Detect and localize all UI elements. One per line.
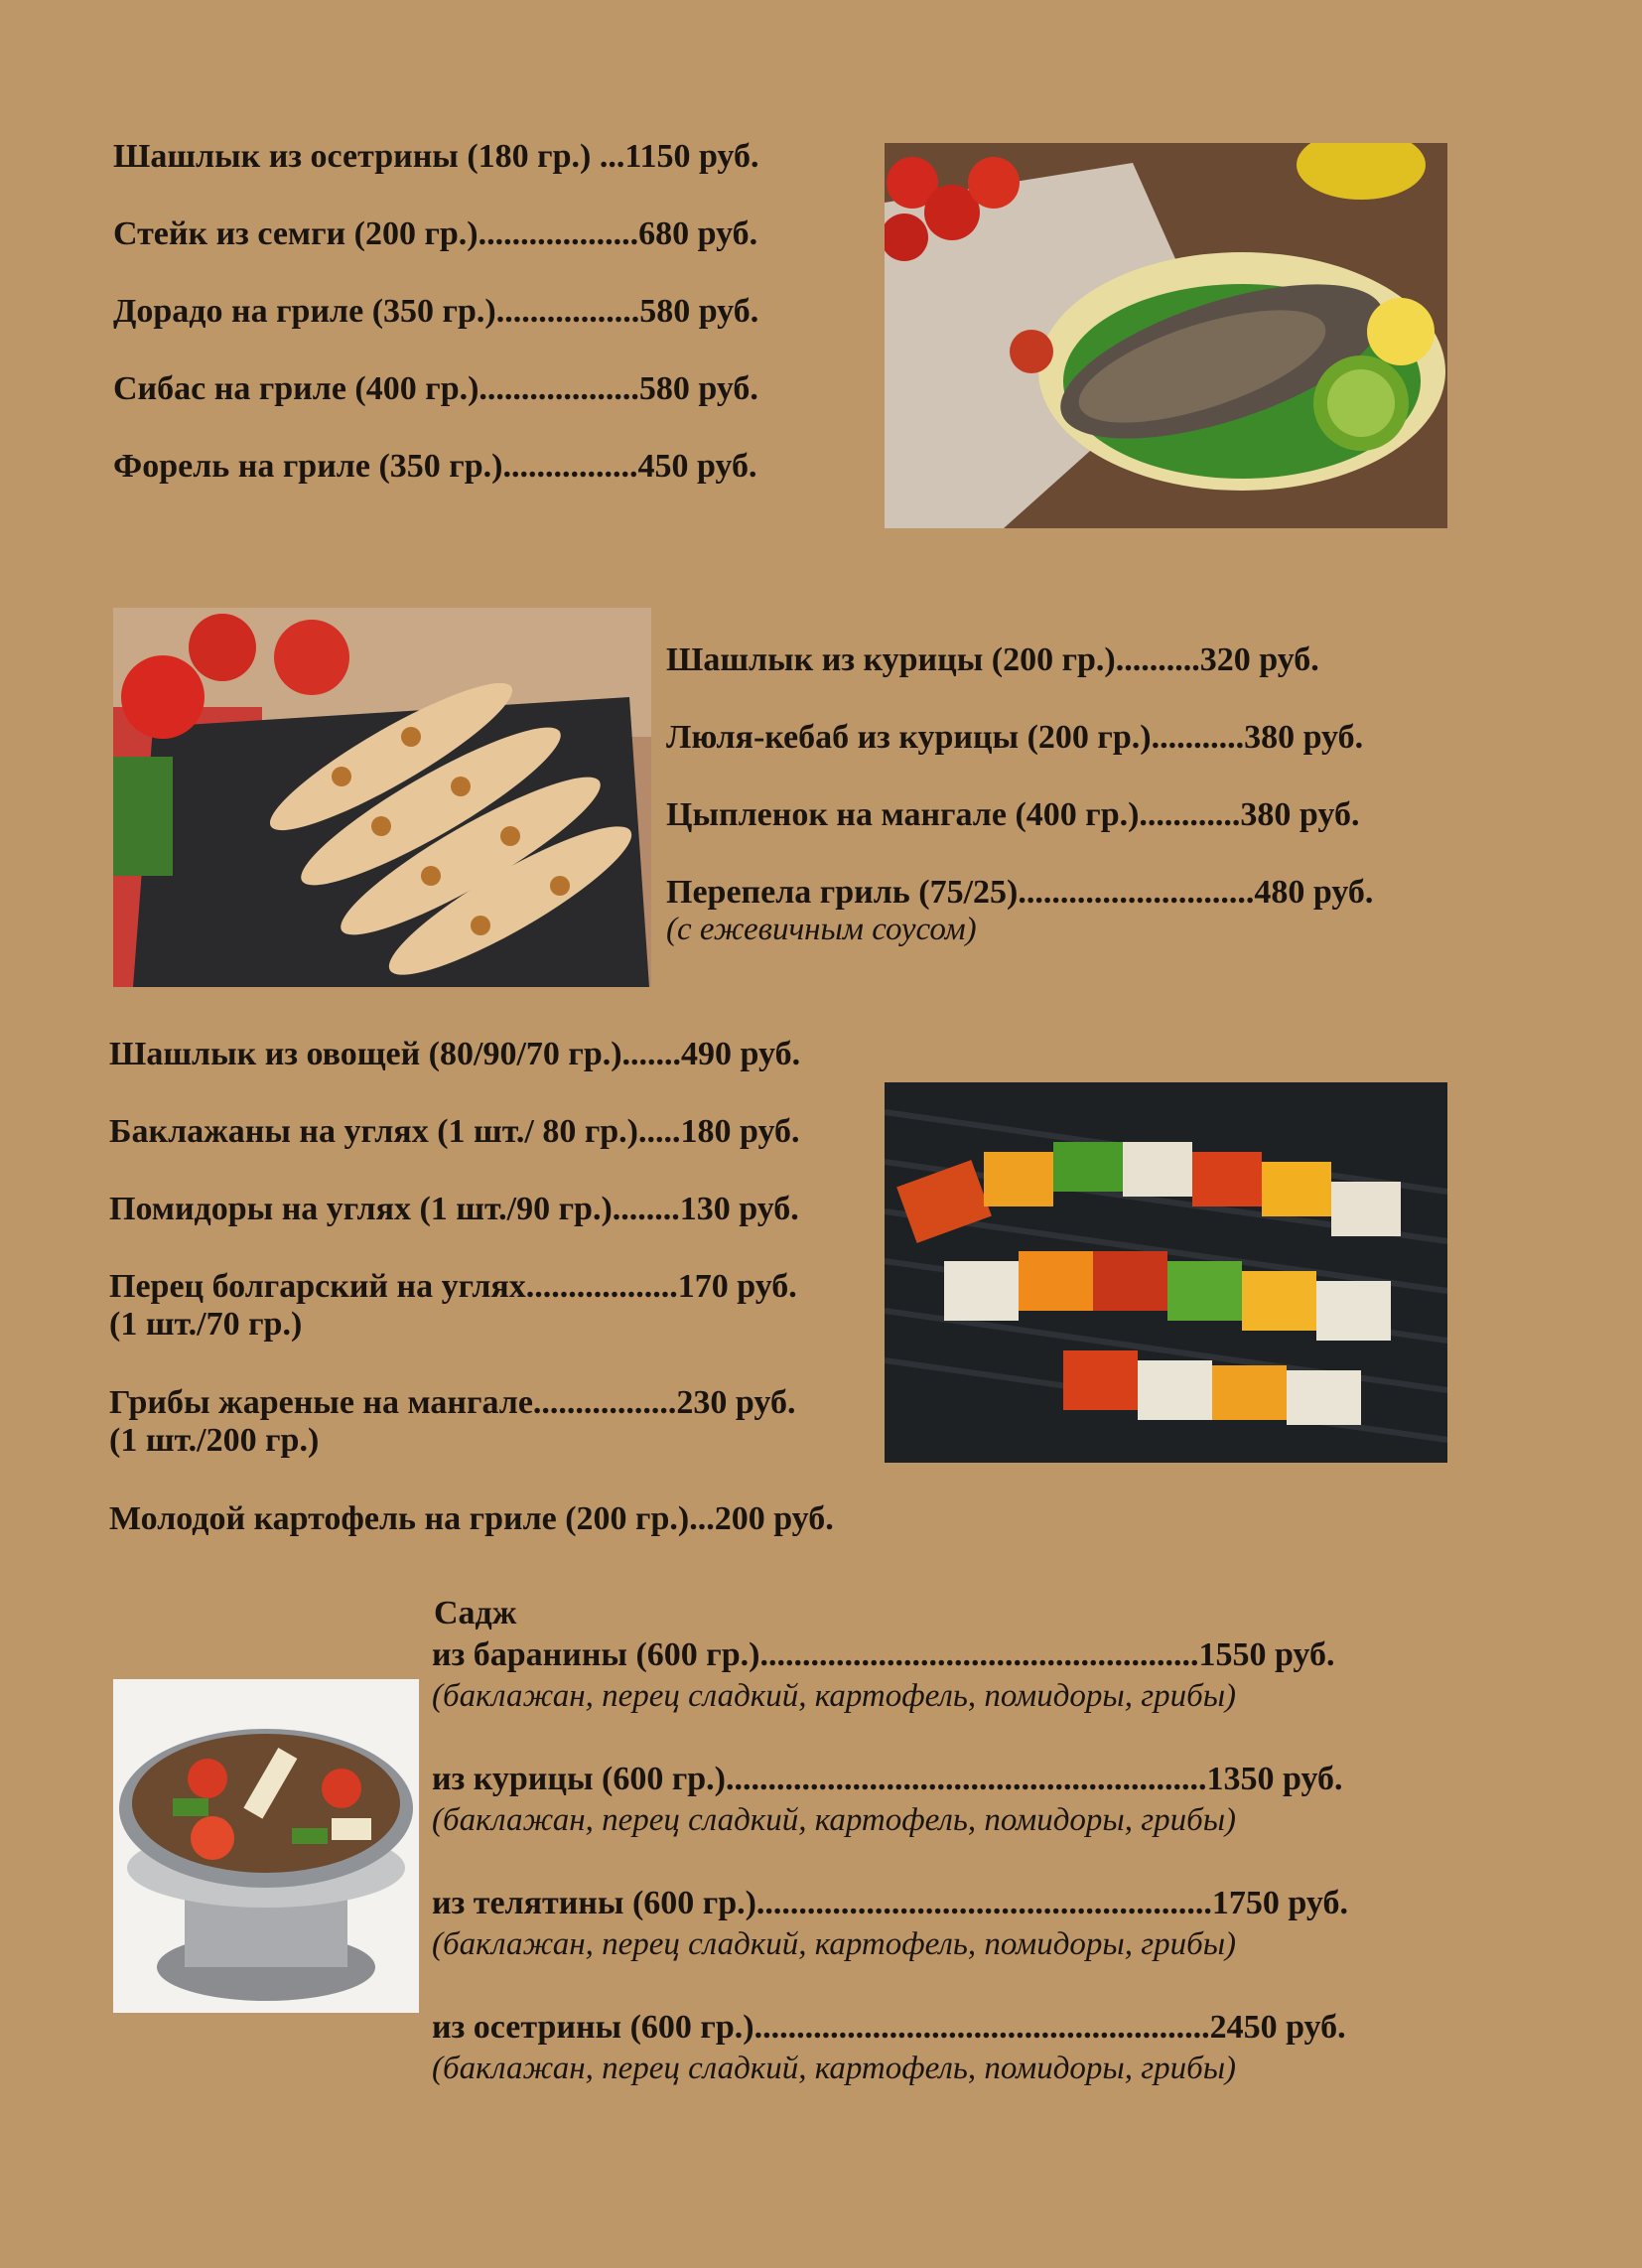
menu-item-dorado: Дорадо на гриле (350 гр.).................580 руб. <box>113 293 759 330</box>
chicken-skewers-photo <box>113 608 651 987</box>
sadzh-item-lamb-note: (баклажан, перец сладкий, картофель, помидоры, грибы) <box>432 1678 1237 1714</box>
menu-item-mushrooms: Грибы жареные на мангале.................230 руб. <box>109 1384 796 1421</box>
menu-item-sturgeon-shashlik: Шашлык из осетрины (180 гр.) ...1150 руб. <box>113 138 759 175</box>
menu-item-seabass: Сибас на гриле (400 гр.)...................580 руб. <box>113 370 758 407</box>
menu-item-mushrooms-weight: (1 шт./200 гр.) <box>109 1422 320 1459</box>
sadzh-item-veal: из телятины (600 гр.)......................................................1750 руб. <box>432 1885 1348 1921</box>
grilled-fish-photo <box>885 143 1447 528</box>
sadzh-item-chicken: из курицы (600 гр.).........................................................1350 руб. <box>432 1761 1343 1797</box>
sadzh-item-sturgeon: из осетрины (600 гр.)......................................................2450 руб. <box>432 2009 1346 2046</box>
menu-item-salmon-steak: Стейк из семги (200 гр.)...................680 руб. <box>113 215 758 252</box>
sadzh-item-chicken-note: (баклажан, перец сладкий, картофель, помидоры, грибы) <box>432 1802 1237 1838</box>
menu-item-quail-note: (с ежевичным соусом) <box>666 912 977 947</box>
sadzh-item-veal-note: (баклажан, перец сладкий, картофель, помидоры, грибы) <box>432 1926 1237 1962</box>
sadzh-title: Садж <box>434 1595 517 1631</box>
menu-item-eggplant: Баклажаны на углях (1 шт./ 80 гр.).....180 руб. <box>109 1113 800 1150</box>
menu-item-bell-pepper: Перец болгарский на углях..................170 руб. <box>109 1268 797 1305</box>
menu-item-tomatoes: Помидоры на углях (1 шт./90 гр.)........130 руб. <box>109 1191 799 1227</box>
menu-item-chicken-mangal: Цыпленок на мангале (400 гр.)............380 руб. <box>666 796 1360 833</box>
menu-item-vegetable-shashlik: Шашлык из овощей (80/90/70 гр.).......490 руб. <box>109 1036 801 1072</box>
menu-item-potatoes: Молодой картофель на гриле (200 гр.)...200 руб. <box>109 1500 834 1537</box>
vegetable-skewers-photo <box>885 1082 1447 1463</box>
menu-item-chicken-shashlik: Шашлык из курицы (200 гр.)..........320 руб. <box>666 641 1319 678</box>
menu-item-bell-pepper-weight: (1 шт./70 гр.) <box>109 1306 303 1343</box>
menu-item-quail-grill: Перепела гриль (75/25)............................480 руб. <box>666 874 1374 911</box>
menu-item-trout: Форель на гриле (350 гр.)................450 руб. <box>113 448 757 485</box>
sadzh-item-lamb: из баранины (600 гр.)....................................................1550 руб. <box>432 1636 1335 1673</box>
menu-item-chicken-lula-kebab: Люля-кебаб из курицы (200 гр.)...........380 руб. <box>666 719 1364 756</box>
sadzh-item-sturgeon-note: (баклажан, перец сладкий, картофель, помидоры, грибы) <box>432 2051 1237 2086</box>
sadzh-pan-photo <box>113 1679 419 2013</box>
